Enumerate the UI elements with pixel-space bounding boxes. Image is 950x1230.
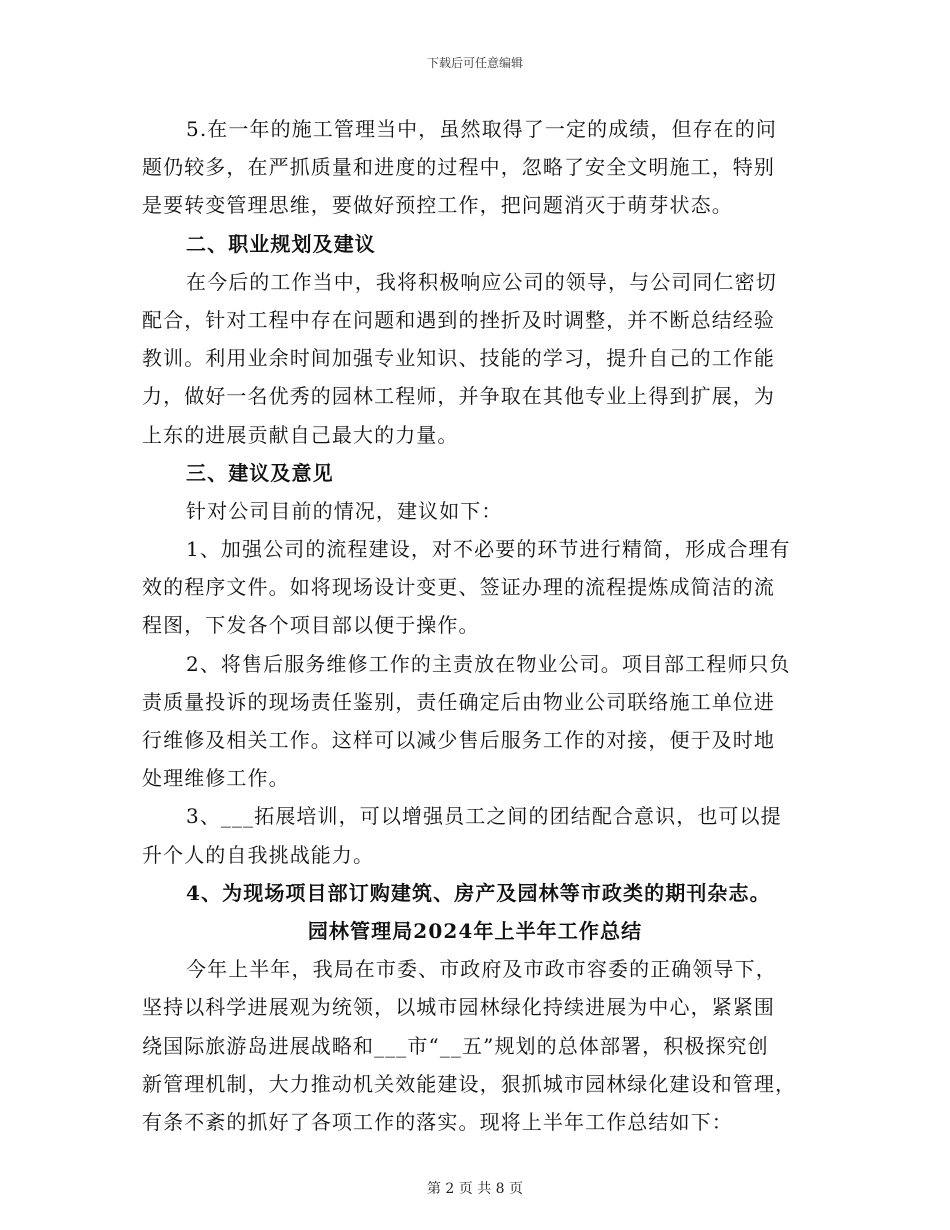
body-text-line: 行维修及相关工作。这样可以减少售后服务工作的对接，便于及时地: [142, 728, 775, 752]
page-number-footer: 第 2 页 共 8 页: [426, 1181, 524, 1197]
body-text-line: 有条不紊的抓好了各项工作的落实。现将上半年工作总结如下：: [142, 1109, 733, 1134]
body-text-line: 题仍较多，在严抓质量和进度的过程中，忽略了安全文明施工，特别: [142, 155, 775, 180]
body-text-line: 处理维修工作。: [142, 766, 290, 791]
body-text-line: 新管理机制，大力推动机关效能建设，狠抓城市园林绿化建设和管理，: [142, 1071, 797, 1096]
document-body: [142, 110, 808, 1141]
body-text-line: 绕国际旅游岛进展战略和___市“__五”规划的总体部署，积极探究创: [142, 1033, 769, 1058]
body-text-line: 针对公司目前的情况，建议如下：: [186, 498, 503, 523]
section-heading: 三、建议及意见: [186, 460, 334, 485]
body-text-line: 教训。利用业余时间加强专业知识、技能的学习，提升自己的工作能: [142, 346, 775, 371]
body-text-line: 2、将售后服务维修工作的主责放在物业公司。项目部工程师只负: [186, 651, 791, 676]
body-text-line: 在今后的工作当中，我将积极响应公司的领导，与公司同仁密切: [186, 269, 777, 294]
body-text-line: 坚持以科学进展观为统领，以城市园林绿化持续进展为中心，紧紧围: [142, 995, 775, 1020]
body-text-line: 责质量投诉的现场责任鉴别，责任确定后由物业公司联络施工单位进: [142, 689, 775, 714]
body-text-line: 今年上半年，我局在市委、市政府及市政市容委的正确领导下，: [186, 957, 777, 982]
section-heading: 二、职业规划及建议: [186, 231, 376, 256]
section-heading: 4、为现场项目部订购建筑、房产及园林等市政类的期刊杂志。: [186, 880, 771, 905]
section-title: 园林管理局2024年上半年工作总结: [307, 918, 643, 943]
body-text-line: 是要转变管理思维，要做好预控工作，把问题消灭于萌芽状态。: [142, 193, 733, 218]
body-text-line: 上东的进展贡献自己最大的力量。: [142, 422, 459, 447]
page-header-note: 下载后可任意编辑: [426, 56, 523, 70]
body-text-line: 配合，针对工程中存在问题和遇到的挫折及时调整，并不断总结经验: [142, 307, 775, 332]
body-text-line: 3、___拓展培训，可以增强员工之间的团结配合意识，也可以提: [186, 804, 782, 829]
body-text-line: 5.在一年的施工管理当中，虽然取得了一定的成绩，但存在的问: [186, 117, 777, 141]
body-text-line: 程图，下发各个项目部以便于操作。: [142, 613, 480, 638]
body-text-line: 力，做好一名优秀的园林工程师，并争取在其他专业上得到扩展，为: [142, 384, 775, 409]
body-text-line: 效的程序文件。如将现场设计变更、签证办理的流程提炼成简洁的流: [142, 575, 775, 600]
body-text-line: 1、加强公司的流程建设，对不必要的环节进行精简，形成合理有: [186, 537, 791, 562]
body-text-line: 升个人的自我挑战能力。: [142, 842, 375, 867]
